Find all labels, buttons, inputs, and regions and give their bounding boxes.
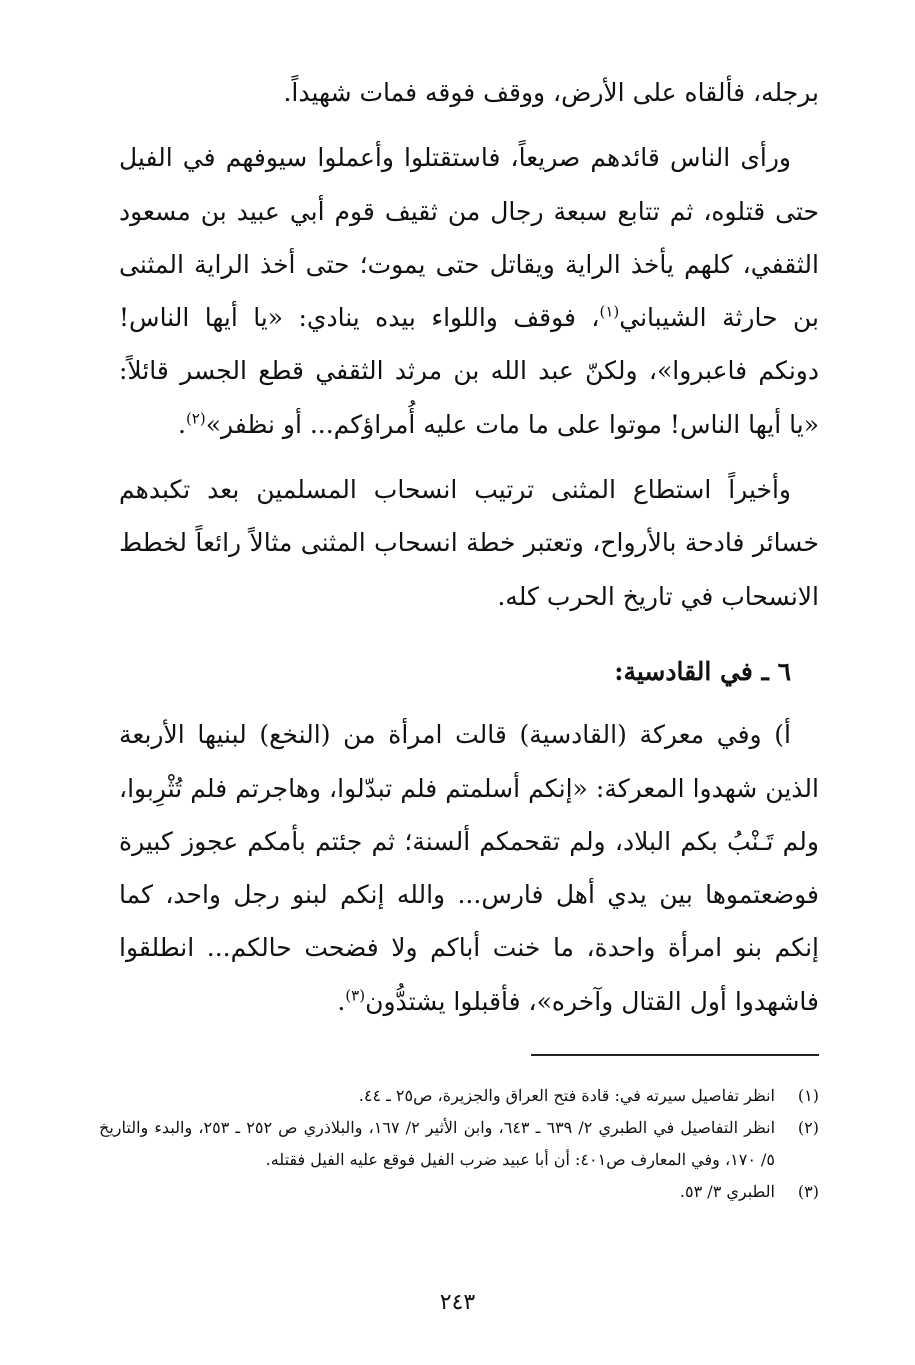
footnote-2 bbox=[99, 1112, 819, 1176]
footnote-ref-1[interactable]: (١) bbox=[599, 302, 620, 321]
paragraph-qadisiyyah bbox=[119, 708, 819, 1028]
paragraph-text: أ) وفي معركة (القادسية) قالت امرأة من (النخع) لبنيها الأربعة الذين شهدوا المعركة: «إنكم أسلمتم فلم تبدّلوا، وهاجرتم فلم تُثْرِبوا، ولم تَـنْبُ بكم البلاد، ولم تقحمكم ألسنة؛ ثم جئتم بأمكم عجوز كبيرة فوضعتموها بين يدي أهل فارس... والله إنكم لبنو رجل واحد، كما إنكم بنو امرأة واحدة، ما خنت أباكم ولا فضحت حالكم... انطلقوا فاشهدوا أول القتال وآخره»، فأقبلوا يشتدُّون bbox=[119, 720, 819, 1016]
page-number: ٢٤٣ bbox=[439, 1290, 476, 1315]
footnote-ref-2[interactable]: (٢) bbox=[185, 409, 206, 428]
paragraph-text: . bbox=[177, 409, 186, 439]
footnote-number: (١) bbox=[797, 1086, 819, 1105]
paragraph-withdrawal bbox=[119, 463, 819, 623]
paragraph-continuation bbox=[119, 66, 819, 119]
footnote-text: انظر التفاصيل في الطبري ٢/ ٦٣٩ ـ ٦٤٣، وابن الأثير ٢/ ١٦٧، والبلاذري ص ٢٥٢ ـ ٢٥٣، والبدء والتاريخ ٥/ ١٧٠، وفي المعارف ص٤٠١: أن أبا عبيد ضرب الفيل فوقع عليه الفيل فقتله. bbox=[99, 1118, 776, 1169]
footnote-ref-3[interactable]: (٣) bbox=[345, 986, 366, 1005]
footnote-3 bbox=[99, 1176, 819, 1208]
section-heading: ٦ ـ في القادسية: bbox=[614, 656, 791, 686]
main-text bbox=[119, 66, 819, 1028]
paragraph-text: برجله، فألقاه على الأرض، ووقف فوقه فمات شهيداً. bbox=[283, 78, 819, 107]
footnote-number: (٣) bbox=[797, 1182, 819, 1201]
footnote-text: الطبري ٣/ ٥٣. bbox=[679, 1182, 775, 1201]
footnote-number: (٢) bbox=[797, 1118, 819, 1137]
footnote-separator bbox=[531, 1054, 819, 1056]
paragraph-text: ورأى الناس قائدهم صريعاً، فاستقتلوا وأعملوا سيوفهم في الفيل حتى قتلوه، ثم تتابع سبعة رجال من ثقيف قوم أبي عبيد بن مسعود الثقفي، كلهم يأخذ الراية ويقاتل حتى يموت؛ حتى أخذ الراية المثنى بن حارثة الشيباني bbox=[119, 143, 819, 333]
paragraph-battle bbox=[119, 131, 819, 451]
footnote-text: انظر تفاصيل سيرته في: قادة فتح العراق والجزيرة، ص٢٥ ـ ٤٤. bbox=[358, 1086, 775, 1105]
paragraph-text: . bbox=[337, 986, 346, 1016]
paragraph-text: ، فوقف واللواء بيده ينادي: «يا أيها الناس! دونكم فاعبروا»، ولكنّ عبد الله بن مرثد الثقفي قطع الجسر قائلاً: «يا أيها الناس! موتوا على ما مات عليه أُمراؤكم... أو نظفر» bbox=[119, 303, 819, 439]
footnotes bbox=[99, 1080, 819, 1208]
paragraph-text: وأخيراً استطاع المثنى ترتيب انسحاب المسلمين بعد تكبدهم خسائر فادحة بالأرواح، وتعتبر خطة انسحاب المثنى مثالاً رائعاً لخطط الانسحاب في تاريخ الحرب كله. bbox=[119, 475, 819, 611]
footnote-1 bbox=[99, 1080, 819, 1112]
